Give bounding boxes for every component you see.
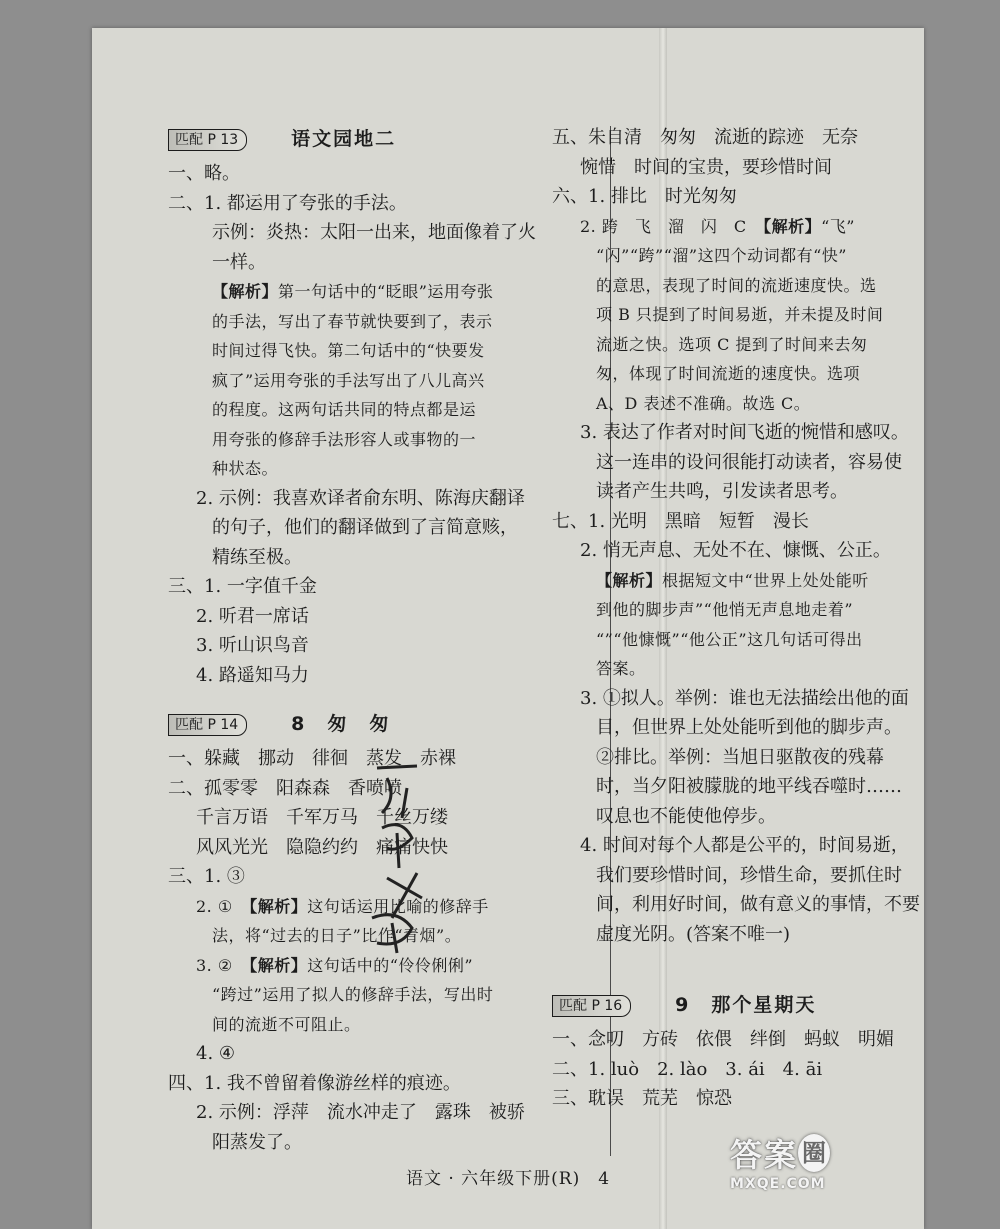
answer-prefix: 2. 跨 飞 溜 闪 C (580, 216, 764, 236)
page-ref-tag: 匹配 P 16 (552, 995, 631, 1017)
answer-line: 时，当夕阳被朦胧的地平线吞噬时…… (596, 776, 902, 797)
answer-text: “飞” (821, 216, 855, 236)
answer-line: “”“他慷慨”“他公正”这几句话可得出 (596, 629, 863, 649)
answer-line: 到他的脚步声”“他悄无声息地走着” (596, 600, 854, 619)
watermark-logo (730, 1130, 830, 1192)
answer-line: 4. 时间对每个人都是公平的，时间易逝， (580, 835, 909, 856)
answer-line: 七、1. 光明 黑暗 短暂 漫长 (552, 510, 809, 532)
answer-sheet-page (92, 28, 924, 1229)
answer-line: 二、1. luò 2. lào 3. ái 4. āi (552, 1058, 823, 1080)
answer-line (552, 212, 882, 242)
answer-line: 示例：炎热：太阳一出来，地面像着了火 (212, 222, 536, 243)
answer-line: 时间过得飞快。第二句话中的“快要发 (212, 341, 485, 360)
section-header-yuwenyuandi (168, 123, 588, 157)
answer-line: “跨过”运用了拟人的修辞手法，写出时 (212, 985, 494, 1004)
answer-line: 四、1. 我不曾留着像游丝样的痕迹。 (168, 1072, 461, 1094)
answer-line (168, 277, 588, 307)
answer-line: 的句子，他们的翻译做到了言简意赅， (212, 517, 518, 538)
analysis-label: 【解析】 (249, 955, 308, 975)
section-lines (552, 1025, 894, 1114)
answer-text: 第一句话中的“眨眼”运用夸张 (278, 282, 494, 301)
answer-line: 六、1. 排比 时光匆匆 (552, 186, 737, 207)
answer-line (552, 566, 882, 596)
answer-line: 流逝之快。选项 C 提到了时间来去匆 (596, 334, 868, 354)
answer-line: 阳蒸发了。 (212, 1131, 302, 1153)
answer-line: 的意思，表现了时间的流逝速度快。选 (596, 275, 877, 295)
page-ref-tag: 匹配 P 13 (168, 129, 247, 151)
watermark-char: 答 (730, 1136, 763, 1174)
answer-line: 间的流逝不可阻止。 (212, 1014, 361, 1034)
analysis-label: 【解析】 (763, 216, 822, 236)
answer-line: 2. 听君一席话 (196, 605, 309, 627)
page-ref-tag: 匹配 P 14 (168, 714, 247, 736)
answer-line: 3. ①拟人。举例：谁也无法描绘出他的面 (580, 687, 909, 709)
page-footer: 语文 · 六年级下册(R) 4 (405, 1169, 611, 1189)
answer-text: 这句话中的“伶伶俐俐” (307, 955, 474, 975)
answer-line: 一、躲藏 挪动 徘徊 蒸发 赤裸 (168, 748, 456, 769)
answer-line: 惋惜 时间的宝贵，要珍惜时间 (580, 156, 832, 178)
answer-line: “闪”“跨”“溜”这四个动词都有“快” (596, 246, 847, 265)
answer-line: 匆，体现了时间流逝的速度快。选项 (596, 364, 861, 383)
answer-line: 千言万语 千军万马 千丝万缕 (196, 807, 448, 828)
analysis-label: 【解析】 (212, 282, 279, 301)
section-header-nagexingqitian (552, 989, 882, 1023)
watermark-url: MXQE.COM (730, 1176, 826, 1192)
watermark-char: 案 (764, 1136, 797, 1174)
answer-line: 一、念叨 方砖 依偎 绊倒 蚂蚁 明媚 (552, 1029, 894, 1050)
answer-line: 二、1. 都运用了夸张的手法。 (168, 192, 407, 214)
section-header-congcong (168, 708, 588, 742)
answer-line: 二、孤零零 阳森森 香喷喷 (168, 777, 402, 799)
answer-line: 风风光光 隐隐约约 痛痛快快 (196, 836, 448, 858)
section-title: 语文园地二 (291, 128, 397, 151)
right-column (552, 123, 920, 1114)
answer-line: 疯了”运用夸张的手法写出了八儿高兴 (212, 370, 485, 390)
answer-line: ②排比。举例：当旭日驱散夜的残幕 (596, 746, 884, 768)
answer-line: 的程度。这两句话共同的特点都是运 (212, 400, 477, 419)
answer-line: 精练至极。 (212, 546, 302, 568)
answer-line: 2. 示例：我喜欢译者俞东明、陈海庆翻译 (196, 487, 525, 509)
analysis-label: 【解析】 (249, 896, 308, 916)
answer-line: 读者产生共鸣，引发读者思考。 (596, 481, 848, 502)
answer-line: A、D 表述不准确。故选 C。 (596, 393, 811, 413)
answer-line: 五、朱自清 匆匆 流逝的踪迹 无奈 (552, 127, 858, 148)
answer-line: 虚度光阴。(答案不唯一) (596, 923, 791, 945)
answer-line: 3. 听山识鸟音 (196, 635, 309, 656)
answer-text: 根据短文中“世界上处处能听 (662, 570, 869, 590)
answer-text: 这句话运用比喻的修辞手 (307, 896, 489, 916)
answer-line: 叹息也不能使他停步。 (596, 805, 776, 827)
answer-line: 一、略。 (168, 163, 240, 184)
answer-line: 种状态。 (212, 459, 279, 478)
answer-line: 3. 表达了作者对时间飞逝的惋惜和感叹。 (580, 422, 909, 443)
answer-line: 答案。 (596, 659, 646, 678)
answer-line: 法，将“过去的日子”比作“青烟”。 (212, 926, 462, 945)
section-lines (168, 159, 588, 690)
answer-line: 4. ④ (196, 1043, 236, 1064)
answer-line: 的手法，写出了春节就快要到了，表示 (212, 311, 493, 331)
answer-line: 我们要珍惜时间，珍惜生命，要抓住时 (596, 864, 902, 886)
watermark-circle: 圈 (798, 1134, 830, 1172)
left-column (168, 123, 588, 1157)
answer-prefix: 3. ② (196, 955, 250, 975)
analysis-label: 【解析】 (596, 570, 663, 590)
answer-line: 目，但世界上处处能听到他的脚步声。 (596, 717, 902, 738)
answer-line: 用夸张的修辞手法形容人或事物的一 (212, 429, 477, 449)
handwriting-scribble (357, 758, 457, 958)
answer-line: 2. 悄无声息、无处不在、慷慨、公正。 (580, 540, 891, 561)
answer-line: 三、耽误 荒芜 惊恐 (552, 1088, 732, 1109)
section-lines (552, 123, 920, 949)
answer-prefix: 2. ① (196, 896, 250, 916)
answer-line: 间，利用好时间，做有意义的事情，不要 (596, 894, 920, 915)
section-title: 8 匆 匆 (291, 713, 391, 736)
answer-line: 这一连串的设问很能打动读者，容易使 (596, 451, 902, 473)
answer-line: 4. 路遥知马力 (196, 664, 309, 686)
answer-line: 一样。 (212, 251, 266, 273)
answer-line: 项 B 只提到了时间易逝，并未提及时间 (596, 305, 884, 324)
answer-line: 三、1. 一字值千金 (168, 576, 317, 597)
answer-line: 三、1. ③ (168, 866, 245, 887)
section-title: 9 那个星期天 (675, 994, 817, 1017)
answer-line: 2. 示例：浮萍 流水冲走了 露珠 被骄 (196, 1102, 525, 1123)
